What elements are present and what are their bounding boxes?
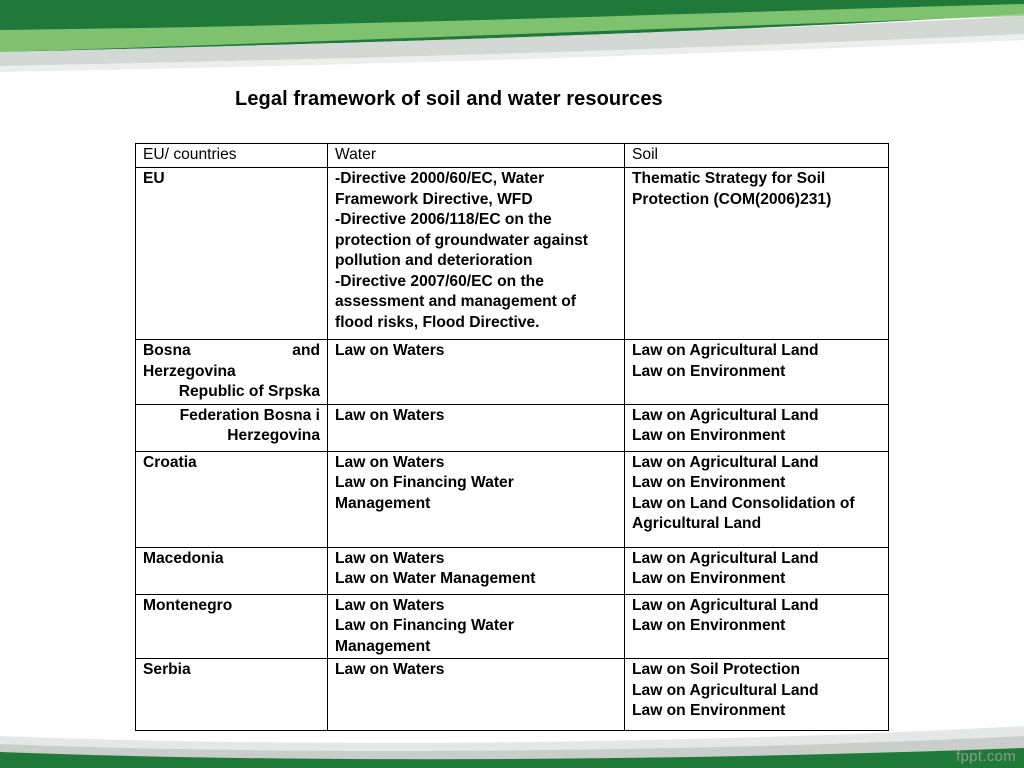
soil-item: Law on Agricultural Land xyxy=(632,342,819,359)
table-row-croatia xyxy=(136,451,889,547)
cell-soil xyxy=(625,451,889,547)
country-line xyxy=(143,341,320,362)
cell-country: Montenegro xyxy=(136,594,328,659)
cell-water xyxy=(328,340,625,405)
cell-water xyxy=(328,659,625,731)
header-countries: EU/ countries xyxy=(136,144,328,168)
country-line: Federation Bosna i xyxy=(179,406,320,424)
table-row-macedonia xyxy=(136,547,889,594)
soil-item: Law on Environment xyxy=(632,474,786,491)
water-item: assessment and management of xyxy=(335,293,576,310)
water-item: Law on Waters xyxy=(335,596,445,614)
table-header-row xyxy=(136,144,889,168)
cell-water xyxy=(328,404,625,451)
cell-country: EU xyxy=(136,168,328,340)
soil-item: Law on Agricultural Land xyxy=(632,453,819,471)
cell-soil xyxy=(625,340,889,405)
cell-country: Macedonia xyxy=(136,547,328,594)
soil-item: Law on Environment xyxy=(632,570,786,587)
legal-framework-table xyxy=(135,143,889,731)
soil-item: Law on Soil Protection xyxy=(632,661,801,678)
water-item: Law on Waters xyxy=(335,549,445,567)
page-title: Legal framework of soil and water resources xyxy=(235,88,663,110)
header-water: Water xyxy=(328,144,625,168)
cell-country: Croatia xyxy=(136,451,328,547)
water-item: Law on Water Management xyxy=(335,570,536,587)
soil-item: Law on Agricultural Land xyxy=(632,681,819,699)
cell-water xyxy=(328,451,625,547)
watermark-text: fppt.com xyxy=(956,748,1016,765)
soil-item: Law on Land Consolidation of xyxy=(632,494,855,512)
soil-item: Law on Environment xyxy=(632,617,786,634)
soil-item: Protection (COM(2006)231) xyxy=(632,190,832,208)
water-item: -Directive 2000/60/EC, Water xyxy=(335,170,545,187)
country-line: Herzegovina xyxy=(227,427,320,444)
water-item: -Directive 2006/118/EC on the xyxy=(335,211,552,228)
water-item: pollution and deterioration xyxy=(335,252,533,269)
cell-country xyxy=(136,404,328,451)
water-item: Law on Financing Water xyxy=(335,474,514,491)
cell-country xyxy=(136,340,328,405)
cell-soil xyxy=(625,547,889,594)
table-row-montenegro xyxy=(136,594,889,659)
soil-item: Law on Environment xyxy=(632,362,786,380)
cell-soil xyxy=(625,594,889,659)
country-entity: Republic of Srpska xyxy=(178,383,320,400)
water-item: Law on Waters xyxy=(335,342,445,359)
country-line: Herzegovina xyxy=(143,362,236,380)
water-item: Law on Financing Water xyxy=(335,617,514,634)
cell-soil xyxy=(625,659,889,731)
water-item: flood risks, Flood Directive. xyxy=(335,313,540,331)
water-item: Law on Waters xyxy=(335,661,445,678)
table-row-bosnia-federation xyxy=(136,404,889,451)
cell-country: Serbia xyxy=(136,659,328,731)
water-item: protection of groundwater against xyxy=(335,231,588,249)
soil-item: Law on Agricultural Land xyxy=(632,596,819,614)
soil-item: Law on Environment xyxy=(632,427,786,444)
table-row-serbia xyxy=(136,659,889,731)
soil-item: Law on Agricultural Land xyxy=(632,549,819,567)
table-row-bosnia-srpska xyxy=(136,340,889,405)
water-item: -Directive 2007/60/EC on the xyxy=(335,272,544,290)
water-item: Law on Waters xyxy=(335,453,445,471)
table-row-eu xyxy=(136,168,889,340)
soil-item: Law on Agricultural Land xyxy=(632,406,819,424)
country-word: and xyxy=(292,342,320,359)
cell-water xyxy=(328,594,625,659)
water-item: Framework Directive, WFD xyxy=(335,190,533,208)
cell-soil xyxy=(625,404,889,451)
soil-item: Law on Environment xyxy=(632,702,786,719)
soil-item: Agricultural Land xyxy=(632,515,762,532)
cell-soil xyxy=(625,168,889,340)
top-wave-decoration xyxy=(0,0,1024,80)
cell-water xyxy=(328,547,625,594)
soil-item: Thematic Strategy for Soil xyxy=(632,170,826,187)
water-item: Management xyxy=(335,494,431,512)
country-word: Bosna xyxy=(143,342,191,359)
header-soil: Soil xyxy=(625,144,889,168)
water-item: Management xyxy=(335,637,431,655)
cell-water xyxy=(328,168,625,340)
water-item: Law on Waters xyxy=(335,406,445,424)
